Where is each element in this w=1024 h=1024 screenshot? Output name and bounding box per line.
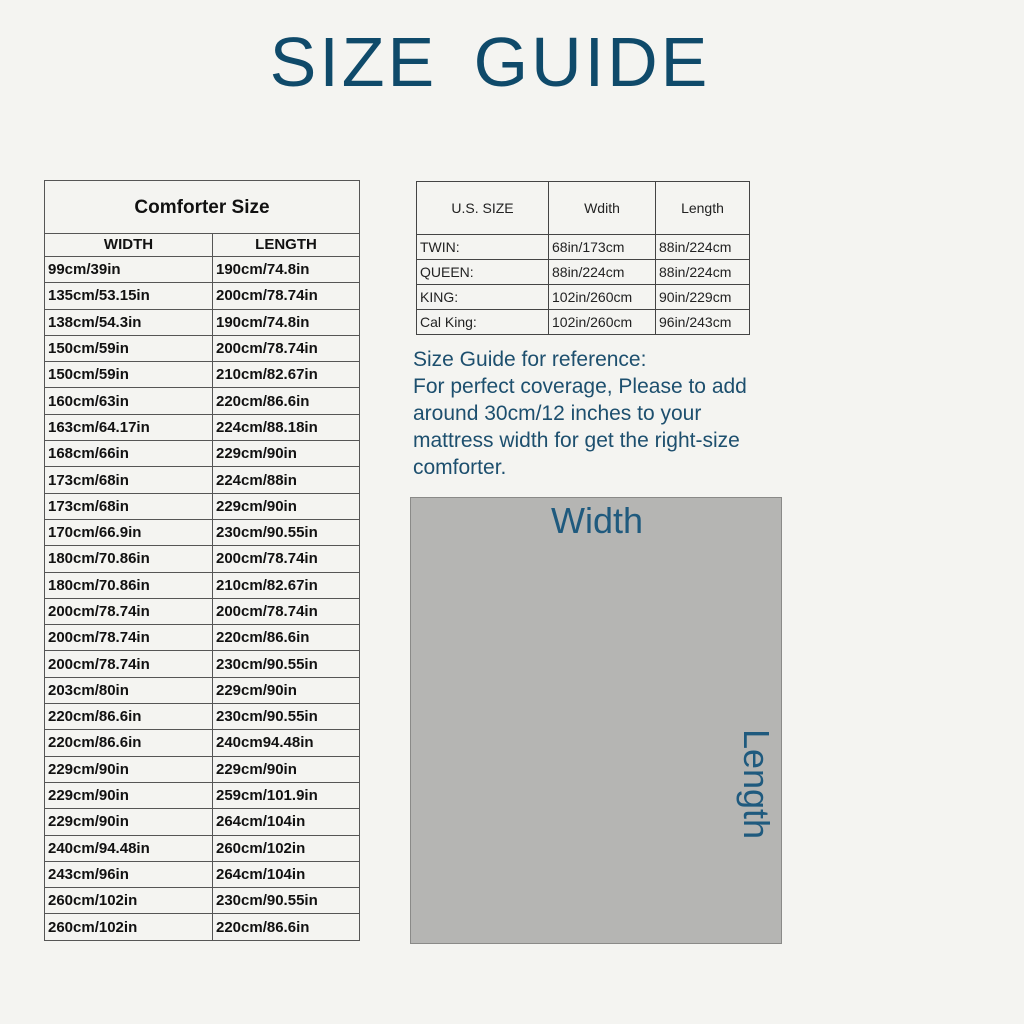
width-cell: 200cm/78.74in bbox=[45, 598, 213, 624]
length-cell: 220cm/86.6in bbox=[213, 388, 360, 414]
length-cell: 230cm/90.55in bbox=[213, 888, 360, 914]
comforter-diagram bbox=[410, 497, 782, 944]
column-header-us-size: U.S. SIZE bbox=[417, 182, 549, 235]
length-cell: 264cm/104in bbox=[213, 861, 360, 887]
note-line: For perfect coverage, Please to add bbox=[413, 375, 747, 398]
column-header-length: LENGTH bbox=[213, 234, 360, 257]
table-header-row bbox=[45, 234, 360, 257]
width-cell: 200cm/78.74in bbox=[45, 651, 213, 677]
table-row bbox=[45, 283, 360, 309]
width-cell: 135cm/53.15in bbox=[45, 283, 213, 309]
size-cell: TWIN: bbox=[417, 235, 549, 260]
table-row bbox=[45, 888, 360, 914]
column-header-length: Length bbox=[656, 182, 750, 235]
width-cell: 168cm/66in bbox=[45, 441, 213, 467]
width-cell: 260cm/102in bbox=[45, 888, 213, 914]
table-row bbox=[45, 362, 360, 388]
length-cell: 259cm/101.9in bbox=[213, 782, 360, 808]
table-caption: Comforter Size bbox=[45, 181, 360, 234]
table-row bbox=[45, 335, 360, 361]
width-label: Width bbox=[550, 500, 644, 541]
width-cell: 170cm/66.9in bbox=[45, 519, 213, 545]
length-cell: 200cm/78.74in bbox=[213, 335, 360, 361]
length-cell: 229cm/90in bbox=[213, 493, 360, 519]
size-note bbox=[413, 346, 813, 481]
column-header-width: Wdith bbox=[549, 182, 656, 235]
table-row bbox=[45, 782, 360, 808]
width-cell: 138cm/54.3in bbox=[45, 309, 213, 335]
column-header-width: WIDTH bbox=[45, 234, 213, 257]
table-row bbox=[45, 519, 360, 545]
width-cell: 99cm/39in bbox=[45, 257, 213, 283]
table-row bbox=[45, 414, 360, 440]
length-label: Length bbox=[736, 728, 778, 840]
table-row bbox=[45, 861, 360, 887]
table-row bbox=[45, 388, 360, 414]
length-cell: 220cm/86.6in bbox=[213, 914, 360, 940]
length-cell: 88in/224cm bbox=[656, 260, 750, 285]
width-cell: 180cm/70.86in bbox=[45, 546, 213, 572]
comforter-size-table bbox=[44, 180, 360, 941]
table-caption-row bbox=[45, 181, 360, 234]
table-row bbox=[45, 704, 360, 730]
size-cell: Cal King: bbox=[417, 310, 549, 335]
width-cell: 102in/260cm bbox=[549, 285, 656, 310]
table-row bbox=[45, 809, 360, 835]
table-row bbox=[45, 441, 360, 467]
width-cell: 150cm/59in bbox=[45, 362, 213, 388]
length-cell: 230cm/90.55in bbox=[213, 651, 360, 677]
length-cell: 224cm/88.18in bbox=[213, 414, 360, 440]
length-cell: 90in/229cm bbox=[656, 285, 750, 310]
table-row bbox=[45, 467, 360, 493]
width-cell: 88in/224cm bbox=[549, 260, 656, 285]
table-header-row bbox=[417, 182, 750, 235]
width-cell: 220cm/86.6in bbox=[45, 730, 213, 756]
width-cell: 229cm/90in bbox=[45, 809, 213, 835]
table-row bbox=[45, 572, 360, 598]
table-row bbox=[417, 235, 750, 260]
length-cell: 229cm/90in bbox=[213, 441, 360, 467]
note-line: Size Guide for reference: bbox=[413, 348, 647, 371]
note-line: mattress width for get the right-size bbox=[413, 429, 740, 452]
table-row bbox=[45, 598, 360, 624]
length-cell: 240cm94.48in bbox=[213, 730, 360, 756]
width-cell: 68in/173cm bbox=[549, 235, 656, 260]
table-row bbox=[417, 260, 750, 285]
table-row bbox=[417, 310, 750, 335]
note-line: comforter. bbox=[413, 456, 507, 479]
width-cell: 229cm/90in bbox=[45, 782, 213, 808]
table-row bbox=[417, 285, 750, 310]
table-row bbox=[45, 625, 360, 651]
length-cell: 264cm/104in bbox=[213, 809, 360, 835]
length-cell: 229cm/90in bbox=[213, 756, 360, 782]
length-cell: 260cm/102in bbox=[213, 835, 360, 861]
page-title: SIZE GUIDE bbox=[269, 23, 711, 101]
table-row bbox=[45, 914, 360, 940]
length-cell: 230cm/90.55in bbox=[213, 704, 360, 730]
us-size-table bbox=[416, 181, 750, 335]
note-line: around 30cm/12 inches to your bbox=[413, 402, 702, 425]
length-cell: 210cm/82.67in bbox=[213, 572, 360, 598]
width-cell: 173cm/68in bbox=[45, 493, 213, 519]
width-cell: 180cm/70.86in bbox=[45, 572, 213, 598]
length-cell: 210cm/82.67in bbox=[213, 362, 360, 388]
width-cell: 260cm/102in bbox=[45, 914, 213, 940]
width-cell: 173cm/68in bbox=[45, 467, 213, 493]
table-row bbox=[45, 309, 360, 335]
length-cell: 200cm/78.74in bbox=[213, 598, 360, 624]
width-cell: 203cm/80in bbox=[45, 677, 213, 703]
table-row bbox=[45, 756, 360, 782]
length-cell: 229cm/90in bbox=[213, 677, 360, 703]
width-cell: 163cm/64.17in bbox=[45, 414, 213, 440]
width-cell: 243cm/96in bbox=[45, 861, 213, 887]
width-cell: 220cm/86.6in bbox=[45, 704, 213, 730]
width-cell: 160cm/63in bbox=[45, 388, 213, 414]
length-cell: 96in/243cm bbox=[656, 310, 750, 335]
table-row bbox=[45, 677, 360, 703]
width-cell: 240cm/94.48in bbox=[45, 835, 213, 861]
size-cell: KING: bbox=[417, 285, 549, 310]
length-cell: 200cm/78.74in bbox=[213, 546, 360, 572]
width-cell: 229cm/90in bbox=[45, 756, 213, 782]
table-row bbox=[45, 730, 360, 756]
length-cell: 224cm/88in bbox=[213, 467, 360, 493]
table-row bbox=[45, 493, 360, 519]
table-row bbox=[45, 546, 360, 572]
table-row bbox=[45, 651, 360, 677]
length-cell: 220cm/86.6in bbox=[213, 625, 360, 651]
length-cell: 200cm/78.74in bbox=[213, 283, 360, 309]
length-cell: 190cm/74.8in bbox=[213, 309, 360, 335]
length-cell: 88in/224cm bbox=[656, 235, 750, 260]
width-cell: 102in/260cm bbox=[549, 310, 656, 335]
length-cell: 190cm/74.8in bbox=[213, 257, 360, 283]
table-row bbox=[45, 835, 360, 861]
width-cell: 200cm/78.74in bbox=[45, 625, 213, 651]
size-cell: QUEEN: bbox=[417, 260, 549, 285]
length-cell: 230cm/90.55in bbox=[213, 519, 360, 545]
width-cell: 150cm/59in bbox=[45, 335, 213, 361]
table-row bbox=[45, 257, 360, 283]
